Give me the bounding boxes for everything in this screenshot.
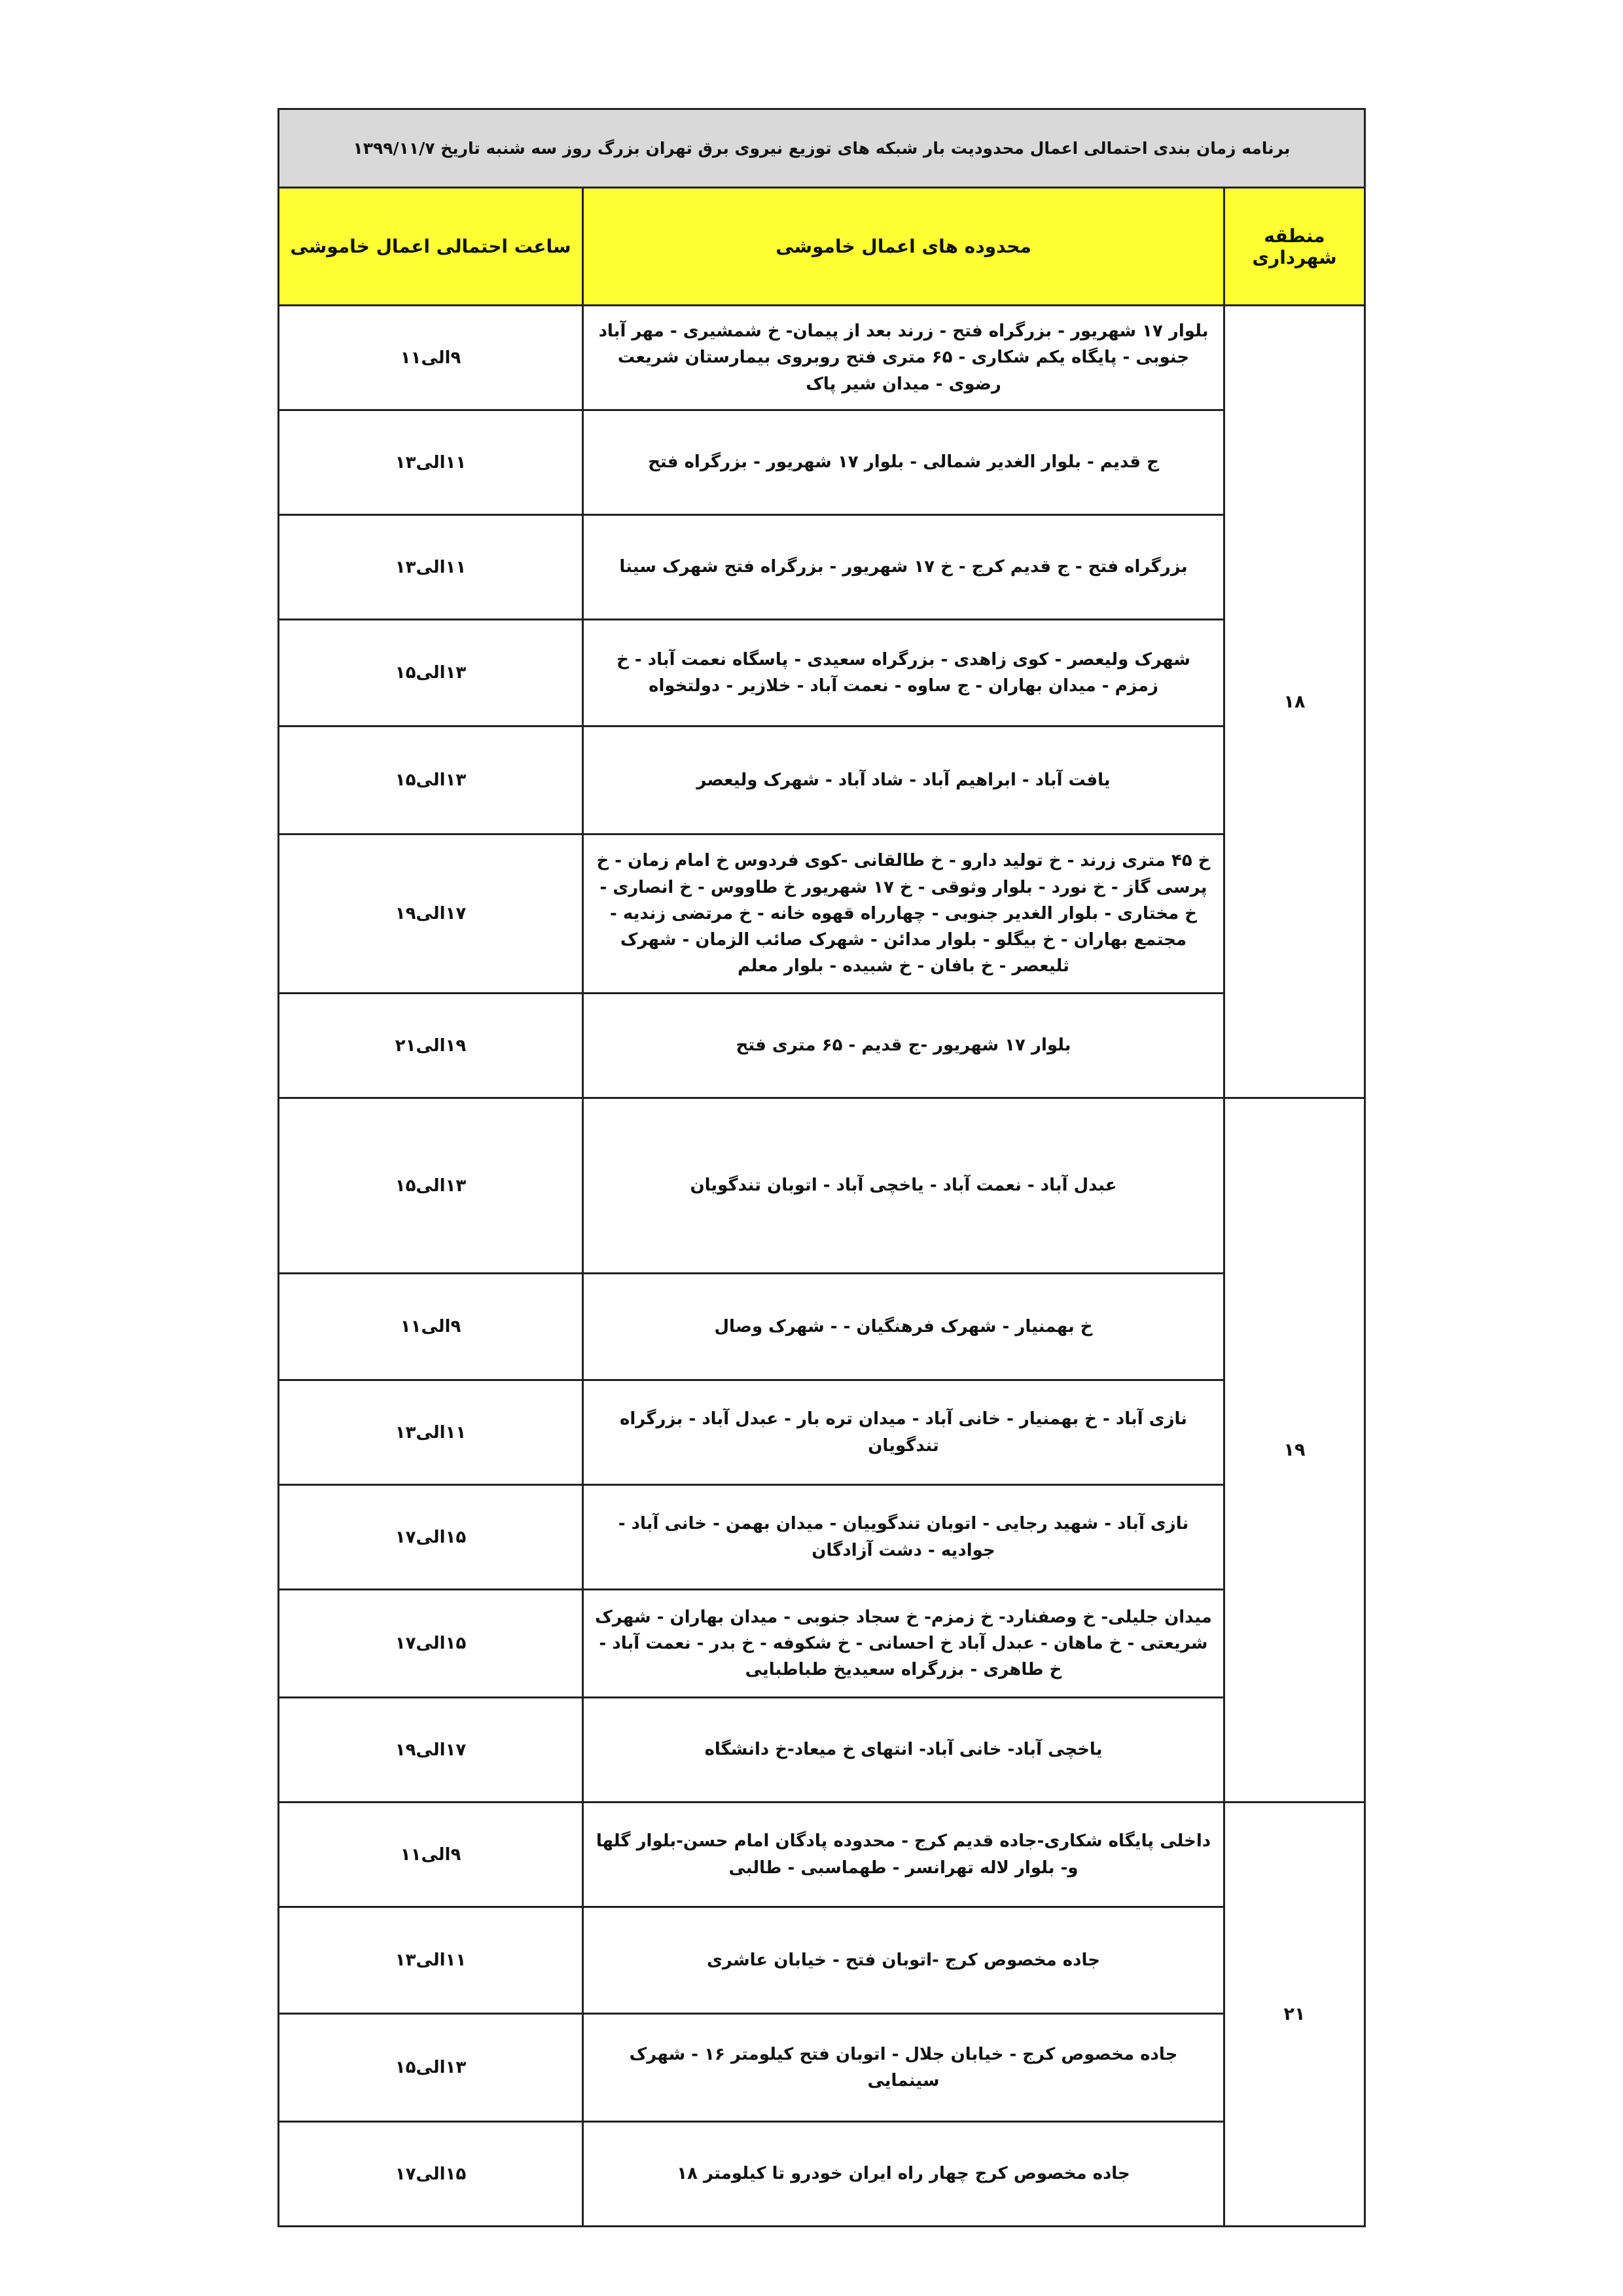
areas-cell: جاده مخصوص کرج -اتوبان فتح - خیابان عاشری (583, 1907, 1224, 2014)
areas-cell: بزرگراه فتح - ج قدیم کرج - خ ۱۷ شهریور - بزرگراه فتح شهرک سینا (583, 515, 1224, 620)
table-row (279, 306, 1365, 410)
table-row (279, 994, 1365, 1098)
areas-cell: میدان جلیلی- خ وصفنارد- خ زمزم- خ سجاد جنوبی - میدان بهاران - شهرک شریعتی - خ ماهان - عبدل آباد خ احسانی - خ شکوفه - خ بدر - نعمت آباد - خ طاهری - بزرگراه سعیدیخ طباطبایی (583, 1590, 1224, 1698)
table-row (279, 1590, 1365, 1698)
hours-cell: ۱۳الی۱۵ (279, 620, 583, 726)
hours-cell: ۱۹الی۲۱ (279, 994, 583, 1098)
hours-cell: ۱۵الی۱۷ (279, 2122, 583, 2227)
areas-cell: نازی آباد - شهید رجایی - اتوبان تندگوییان - میدان بهمن - خانی آباد - جوادیه - دشت آزادگان (583, 1485, 1224, 1590)
areas-cell: جاده مخصوص کرج - خیابان جلال - اتوبان فتح کیلومتر ۱۶ - شهرک سینمایی (583, 2014, 1224, 2122)
hours-cell: ۱۷الی۱۹ (279, 1698, 583, 1803)
areas-cell: جاده مخصوص کرج چهار راه ایران خودرو تا کیلومتر ۱۸ (583, 2122, 1224, 2227)
header-region: منطقه شهرداری (1224, 188, 1365, 306)
areas-cell: ج قدیم - بلوار الغدیر شمالی - بلوار ۱۷ شهریور - بزرگراه فتح (583, 410, 1224, 515)
document-title: برنامه زمان بندی احتمالی اعمال محدودیت بار شبکه های توزیع نیروی برق تهران بزرگ روز سه شنبه تاریخ ۱۳۹۹/۱۱/۷ (279, 109, 1365, 188)
table-row (279, 1380, 1365, 1485)
areas-cell: یافت آباد - ابراهیم آباد - شاد آباد - شهرک ولیعصر (583, 726, 1224, 834)
hours-cell: ۱۱الی۱۳ (279, 410, 583, 515)
hours-cell: ۱۱الی۱۳ (279, 1907, 583, 2014)
table-row (279, 2122, 1365, 2227)
areas-cell: شهرک ولیعصر - کوی زاهدی - بزرگراه سعیدی - پاسگاه نعمت آباد - خ زمزم - میدان بهاران - ج ساوه - نعمت آباد - خلازیر - دولتخواه (583, 620, 1224, 726)
header-hours: ساعت احتمالی اعمال خاموشی (279, 188, 583, 306)
table-row (279, 515, 1365, 620)
areas-cell: خ ۴۵ متری زرند - خ تولید دارو - خ طالقانی -کوی فردوس خ امام زمان - خ پرسی گاز - خ نورد - بلوار وثوقی - خ ۱۷ شهریور خ طاووس - خ انصاری - خ مختاری - بلوار الغدیر جنوبی - چهارراه قهوه خانه - خ مرتضی زندیه - مجتمع بهاران - خ بیگلو - بلوار مدائن - شهرک صائب الزمان - شهرک ثلیعصر - خ بافان - خ شبیده - بلوار معلم (583, 834, 1224, 994)
areas-cell: خ بهمنیار - شهرک فرهنگیان - - شهرک وصال (583, 1274, 1224, 1380)
region-cell: ۱۸ (1224, 306, 1365, 1098)
hours-cell: ۹الی۱۱ (279, 1803, 583, 1907)
areas-cell: بلوار ۱۷ شهریور -ج قدیم - ۶۵ متری فتح (583, 994, 1224, 1098)
hours-cell: ۱۷الی۱۹ (279, 834, 583, 994)
table-row (279, 726, 1365, 834)
areas-cell: یاخچی آباد- خانی آباد- انتهای خ میعاد-خ دانشگاه (583, 1698, 1224, 1803)
table-row (279, 620, 1365, 726)
table-row (279, 1274, 1365, 1380)
table-row (279, 1803, 1365, 1907)
hours-cell: ۱۳الی۱۵ (279, 726, 583, 834)
areas-cell: بلوار ۱۷ شهریور - بزرگراه فتح - زرند بعد از پیمان- خ شمشیری - مهر آباد جنوبی - پایگاه یکم شکاری - ۶۵ متری فتح روبروی بیمارستان شریعت رضوی - میدان شیر پاک (583, 306, 1224, 410)
hours-cell: ۱۵الی۱۷ (279, 1485, 583, 1590)
schedule-table (277, 108, 1366, 2227)
table-row (279, 410, 1365, 515)
hours-cell: ۹الی۱۱ (279, 1274, 583, 1380)
table-row (279, 834, 1365, 994)
table-row (279, 1907, 1365, 2014)
hours-cell: ۱۱الی۱۳ (279, 1380, 583, 1485)
areas-cell: نازی آباد - خ بهمنیار - خانی آباد - میدان تره بار - عبدل آباد - بزرگراه تندگویان (583, 1380, 1224, 1485)
table-row (279, 1098, 1365, 1274)
title-row (279, 109, 1365, 188)
hours-cell: ۱۵الی۱۷ (279, 1590, 583, 1698)
hours-cell: ۱۳الی۱۵ (279, 2014, 583, 2122)
table-row (279, 1698, 1365, 1803)
header-row (279, 188, 1365, 306)
table-row (279, 2014, 1365, 2122)
header-areas: محدوده های اعمال خاموشی (583, 188, 1224, 306)
region-cell: ۲۱ (1224, 1803, 1365, 2227)
hours-cell: ۹الی۱۱ (279, 306, 583, 410)
hours-cell: ۱۳الی۱۵ (279, 1098, 583, 1274)
hours-cell: ۱۱الی۱۳ (279, 515, 583, 620)
areas-cell: عبدل آباد - نعمت آباد - یاخچی آباد - اتوبان تندگویان (583, 1098, 1224, 1274)
table-row (279, 1485, 1365, 1590)
region-cell: ۱۹ (1224, 1098, 1365, 1803)
areas-cell: داخلی پایگاه شکاری-جاده قدیم کرج - محدوده پادگان امام حسن-بلوار گلها و- بلوار لاله تهرانسر - طهماسبی - طالبی (583, 1803, 1224, 1907)
